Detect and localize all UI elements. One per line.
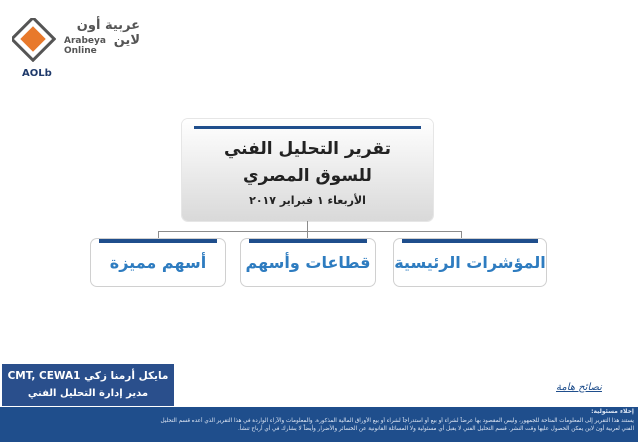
disclaimer-line-2: الفني لعربية أون لاين يمكن الحصول عليها وقت النشر. قسم التحليل الفني لا يقبل أي مسئولية ولا المسائلة القانونية عن الخسائر والأضرار وأيضاً لا يشارك في أي أرباح تنشأ.: [237, 426, 634, 432]
report-date: الأربعاء ١ فبراير ٢٠١٧: [249, 194, 366, 207]
company-logo: [12, 18, 140, 78]
analyst-title: مدير إدارة التحليل الفني: [27, 388, 149, 399]
disclaimer-line-1: يستند هذا التقرير إلى المعلومات المتاحة للجمهور، وليس المقصود بها عرضاً لشراء أو بيع أو استدراجاً لشراء أو بيع الأوراق المالية المذكورة. والمعلومات والآراء الواردة في هذا التقرير الذي أعده قسم التحليل: [160, 418, 634, 424]
category-sectors-stocks-label: قطاعات وأسهم: [245, 253, 371, 272]
connector-left: [158, 231, 159, 239]
connector-center: [307, 231, 308, 239]
report-subtitle: للسوق المصري: [243, 166, 372, 186]
report-title: تقرير التحليل الفني: [223, 139, 392, 159]
logo-english-text: Arabeya Online: [64, 36, 106, 56]
logo-aolb-text: AOLb: [22, 68, 52, 79]
connector-horizontal: [158, 231, 461, 232]
disclaimer-text: [4, 417, 634, 433]
category-main-indices-label: المؤشرات الرئيسية: [394, 253, 546, 272]
category-main-indices[interactable]: [394, 239, 546, 286]
category-featured-stocks-label: أسهم مميزة: [109, 253, 207, 272]
report-title-card: [182, 119, 433, 221]
logo-mark-icon: [12, 18, 56, 62]
analyst-box: [2, 364, 174, 406]
important-tips-link[interactable]: نصائح هامة: [556, 382, 602, 393]
logo-arabic-text: عربية أون لاين: [76, 18, 140, 48]
disclaimer-bar: [0, 407, 638, 442]
category-sectors-stocks[interactable]: [241, 239, 375, 286]
connector-vertical: [307, 221, 308, 231]
analyst-name: مايكل أرمنا زكي CMT, CEWA1: [7, 370, 169, 382]
category-featured-stocks[interactable]: [91, 239, 225, 286]
connector-right: [461, 231, 462, 239]
disclaimer-heading: إخلاء مسئولية:: [591, 408, 634, 415]
